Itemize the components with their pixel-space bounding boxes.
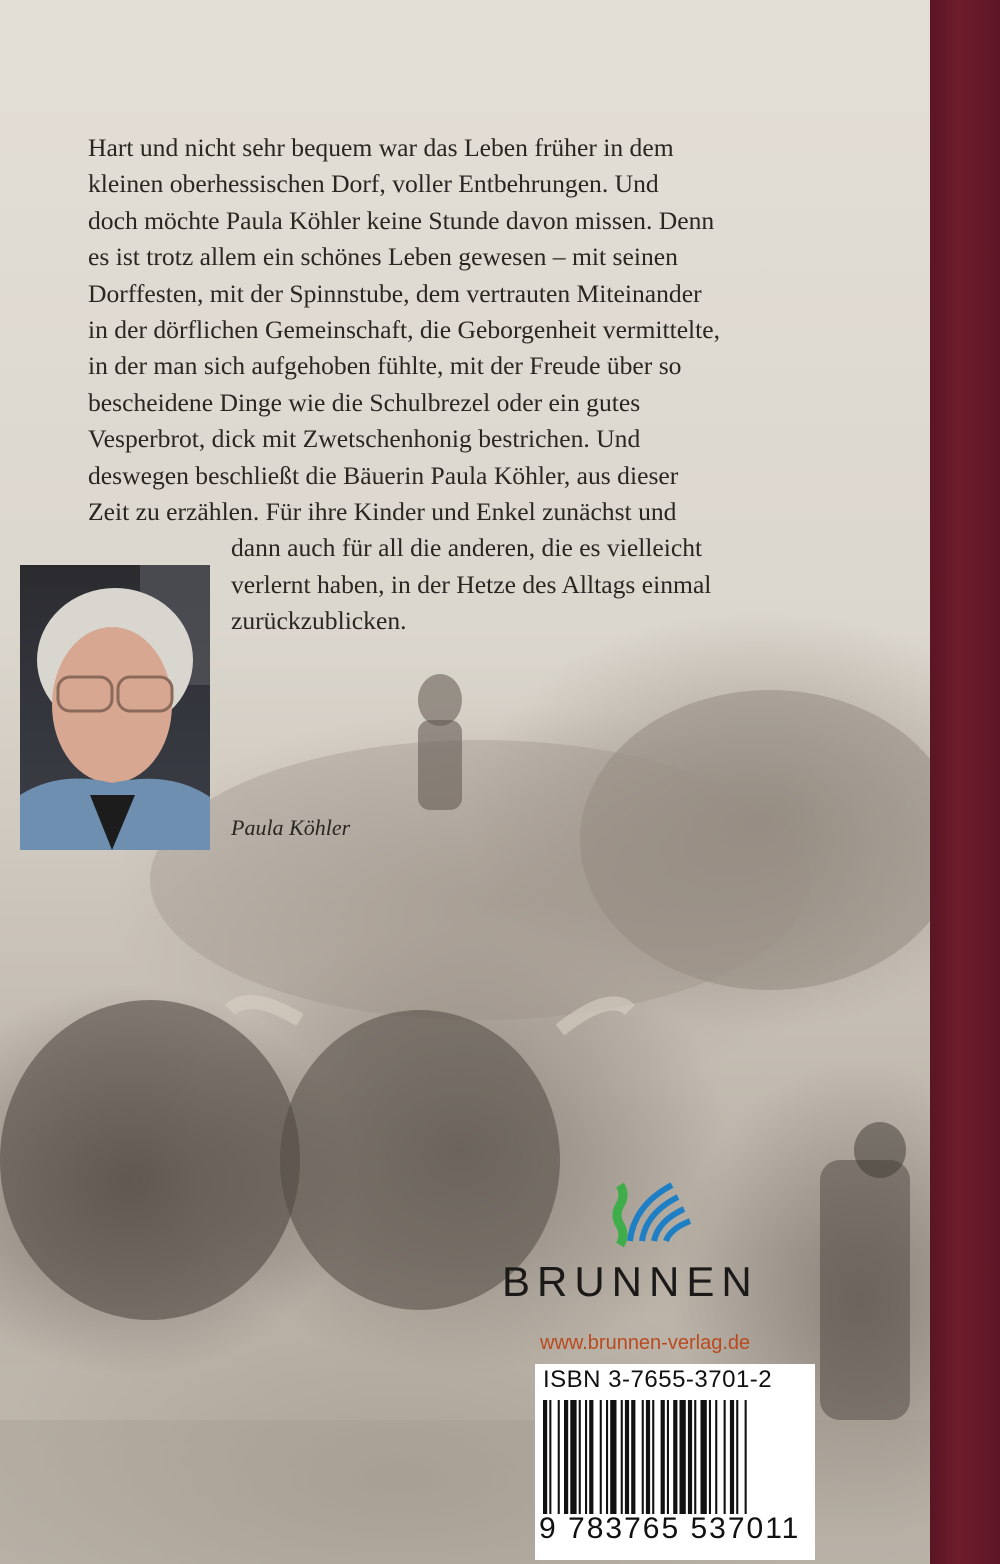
blurb-line: Hart und nicht sehr bequem war das Leben früher in dem bbox=[88, 133, 674, 162]
blurb-line: es ist trotz allem ein schönes Leben gewesen – mit seinen bbox=[88, 242, 678, 272]
author-portrait bbox=[20, 565, 210, 850]
blurb-line: dann auch für all die anderen, die es vielleicht bbox=[231, 533, 703, 563]
blurb-line: doch möchte Paula Köhler keine Stunde davon missen. Denn bbox=[88, 205, 715, 235]
blurb-line: Dorffesten, mit der Spinnstube, dem vertrauten Miteinander bbox=[88, 278, 702, 308]
publisher-url[interactable]: www.brunnen-verlag.de bbox=[540, 1332, 751, 1354]
ean-number: 9 783765 537011 bbox=[539, 1512, 801, 1545]
blurb-line: Vesperbrot, dick mit Zwetschenhonig bestrichen. Und bbox=[88, 424, 641, 454]
blurb-line: kleinen oberhessischen Dorf, voller Entbehrungen. Und bbox=[88, 169, 659, 199]
barcode-bars bbox=[543, 1400, 809, 1514]
blurb-line: in der dörflichen Gemeinschaft, die Geborgenheit vermittelte, bbox=[88, 315, 721, 345]
blurb-line: in der man sich aufgehoben fühlte, mit der Freude über so bbox=[88, 351, 682, 381]
isbn-barcode bbox=[535, 1364, 815, 1560]
blurb-line: Zeit zu erzählen. Für ihre Kinder und Enkel zunächst und bbox=[88, 497, 677, 527]
isbn-number: ISBN 3-7655-3701-2 bbox=[543, 1366, 773, 1393]
publisher-name: BRUNNEN bbox=[502, 1258, 759, 1305]
blurb-line: deswegen beschließt die Bäuerin Paula Köhler, aus dieser bbox=[88, 460, 679, 490]
portrait-caption: Paula Köhler bbox=[231, 815, 351, 840]
brunnen-logo-icon bbox=[612, 1175, 694, 1251]
book-spine bbox=[930, 0, 1000, 1564]
blurb-line: verlernt haben, in der Hetze des Alltags einmal bbox=[231, 569, 712, 599]
blurb-line: zurückzublicken. bbox=[231, 606, 407, 636]
blurb-line: bescheidene Dinge wie die Schulbrezel oder ein gutes bbox=[88, 387, 641, 417]
blurb-text bbox=[88, 130, 848, 640]
